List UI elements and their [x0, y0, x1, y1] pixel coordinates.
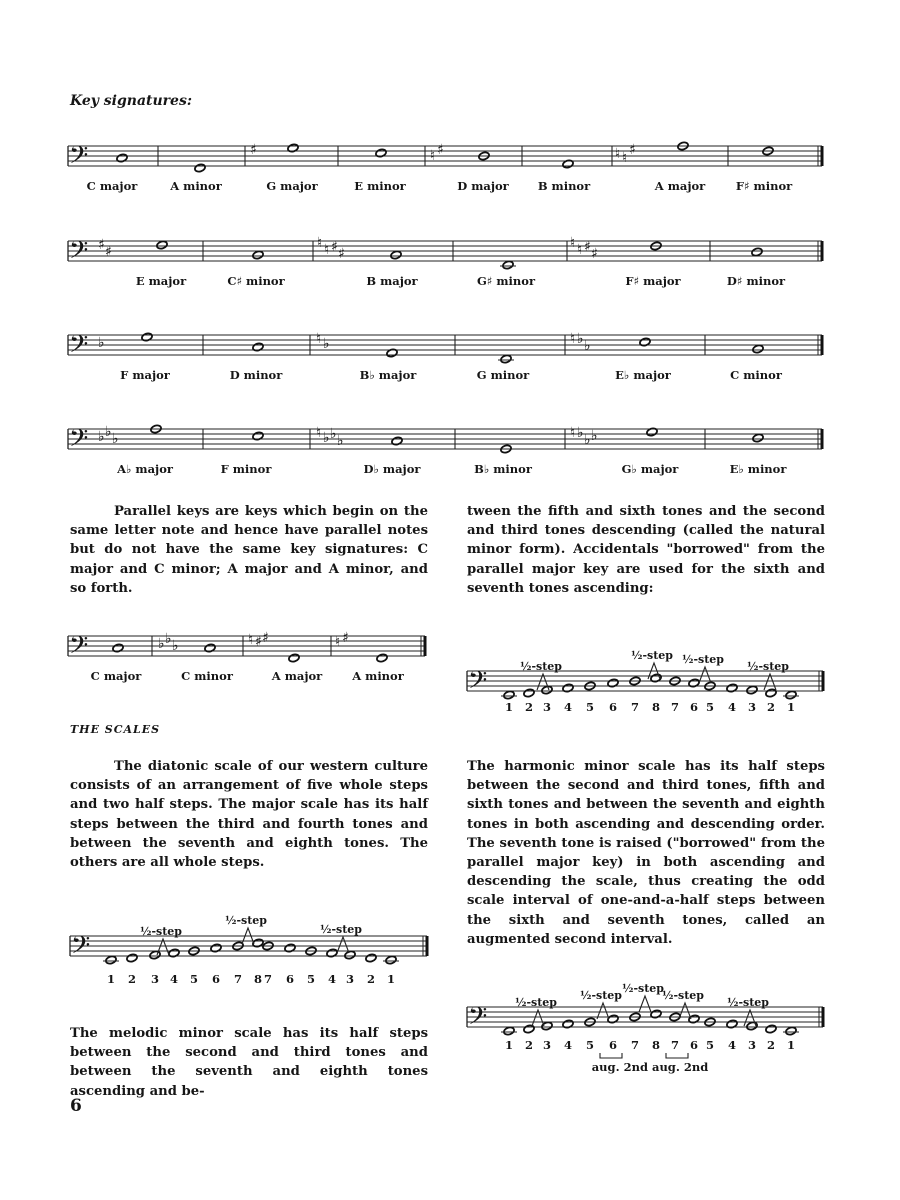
melodic-minor-text-left: The melodic minor scale has its half steps between the second and third tones and between the seventh and eighth tones ascending and be- — [70, 1026, 428, 1099]
whole-note — [344, 950, 356, 960]
half-step-label: ½-step — [139, 925, 183, 938]
flat-icon: ♭ — [591, 428, 598, 444]
natural-icon: ♮ — [570, 425, 576, 441]
whole-note — [365, 953, 377, 963]
whole-note — [503, 1026, 515, 1036]
scale-degree-number: 3 — [345, 972, 355, 986]
scale-degree-number: 1 — [504, 1038, 514, 1052]
scale-degree-number: 6 — [285, 972, 295, 986]
whole-note — [752, 344, 764, 354]
sharp-icon: ♯ — [342, 630, 349, 646]
key-label: C major — [90, 669, 142, 683]
scale-degree-number: 3 — [747, 1038, 757, 1052]
half-step-label: ½-step — [224, 914, 268, 927]
augmented-second-bracket — [600, 1053, 622, 1058]
whole-note — [751, 247, 763, 257]
scale-degree-number: 7 — [630, 700, 640, 714]
bass-clef-icon: 𝄢 — [69, 236, 89, 271]
sharp-icon: ♯ — [262, 630, 269, 646]
scale-degree-number: 8 — [651, 700, 661, 714]
natural-icon: ♮ — [430, 148, 436, 164]
flat-icon: ♭ — [165, 631, 172, 647]
scale-degree-number: 6 — [608, 1038, 618, 1052]
scale-degree-number: 8 — [651, 1038, 661, 1052]
key-label: G♯ minor — [476, 274, 536, 288]
melodic-minor-text-right: tween the fifth and sixth tones and the second and third tones descending (called the natural minor form). Accidentals "borrowed" from the parallel major key are used for the sixth and seventh tones ascending: — [467, 504, 825, 596]
scale-degree-number: 7 — [263, 972, 273, 986]
key-label: E♭ minor — [729, 462, 787, 476]
flat-icon: ♭ — [323, 430, 330, 446]
scale-degree-number: 5 — [705, 1038, 715, 1052]
key-label: C major — [86, 179, 138, 193]
scale-degree-number: 5 — [705, 700, 715, 714]
key-label: A♭ major — [117, 462, 173, 476]
natural-icon: ♮ — [577, 242, 583, 258]
scale-degree-number: 2 — [766, 700, 776, 714]
natural-icon: ♮ — [248, 632, 254, 648]
whole-note — [746, 685, 758, 695]
natural-icon: ♮ — [570, 331, 576, 347]
whole-note — [785, 1026, 797, 1036]
half-step-label: ½-step — [630, 649, 674, 662]
scale-degree-number: 7 — [630, 1038, 640, 1052]
scale-degree-number: 5 — [585, 700, 595, 714]
bass-clef-icon: 𝄢 — [69, 424, 89, 459]
whole-note — [156, 240, 168, 250]
scale-degree-number: 1 — [786, 700, 796, 714]
half-step-label: ½-step — [621, 982, 665, 995]
key-label: E minor — [354, 179, 406, 193]
bass-clef-icon: 𝄢 — [468, 1002, 488, 1037]
parallel-keys-paragraph — [70, 502, 428, 598]
key-label: A major — [271, 669, 323, 683]
major-scale-staff — [70, 914, 427, 986]
key-signatures-heading: Key signatures: — [70, 93, 192, 109]
whole-note — [390, 250, 402, 260]
key-signature-row-1 — [68, 141, 822, 193]
bass-clef-icon: 𝄢 — [69, 631, 89, 666]
sharp-icon: ♯ — [255, 634, 262, 650]
sharp-icon: ♯ — [250, 142, 257, 158]
natural-icon: ♮ — [570, 235, 576, 251]
augmented-second-label: aug. 2nd aug. 2nd — [591, 1060, 709, 1074]
key-signature-row-4 — [68, 424, 822, 476]
whole-note — [746, 1021, 758, 1031]
sharp-icon: ♯ — [331, 239, 338, 255]
key-label: D♯ minor — [726, 274, 786, 288]
scale-degree-number: 2 — [524, 700, 534, 714]
scale-degree-number: 4 — [169, 972, 179, 986]
whole-note — [126, 953, 138, 963]
half-step-label: ½-step — [514, 996, 558, 1009]
scale-degree-number: 2 — [127, 972, 137, 986]
key-label: A minor — [170, 179, 222, 193]
key-label: A major — [654, 179, 706, 193]
key-label: C♯ minor — [227, 274, 285, 288]
scale-degree-number: 4 — [563, 700, 573, 714]
scale-degree-number: 5 — [189, 972, 199, 986]
parallel-keys-text: Parallel keys are keys which begin on the same letter note and hence have parallel notes but do not have the same key signatures: C major and C minor; A major and A minor, and so forth. — [70, 504, 428, 596]
sharp-icon: ♯ — [584, 239, 591, 255]
whole-note — [541, 685, 553, 695]
parallel-keys-staff — [68, 630, 425, 683]
half-step-label: ½-step — [579, 989, 623, 1002]
sharp-icon: ♯ — [98, 237, 105, 253]
whole-note — [765, 688, 777, 698]
whole-note — [752, 433, 764, 443]
scale-degree-number: 7 — [670, 700, 680, 714]
key-signature-row-3 — [68, 330, 822, 382]
whole-note — [252, 250, 264, 260]
natural-icon: ♮ — [615, 146, 621, 162]
sharp-icon: ♯ — [629, 142, 636, 158]
scale-degree-number: 4 — [727, 1038, 737, 1052]
whole-note — [105, 955, 117, 965]
key-label: B♭ major — [359, 368, 417, 382]
half-step-label: ½-step — [661, 989, 705, 1002]
half-step-label: ½-step — [519, 660, 563, 673]
whole-note — [523, 688, 535, 698]
bass-clef-icon: 𝄢 — [71, 931, 91, 966]
whole-note — [502, 260, 514, 270]
natural-icon: ♮ — [316, 425, 322, 441]
flat-icon: ♭ — [172, 638, 179, 654]
scale-degree-number: 6 — [689, 1038, 699, 1052]
scale-degree-number: 2 — [766, 1038, 776, 1052]
flat-icon: ♭ — [337, 433, 344, 449]
scale-degree-number: 3 — [150, 972, 160, 986]
scale-degree-number: 3 — [542, 1038, 552, 1052]
scale-degree-number: 6 — [211, 972, 221, 986]
sharp-icon: ♯ — [105, 244, 112, 260]
whole-note — [385, 955, 397, 965]
half-step-label: ½-step — [726, 996, 770, 1009]
key-signature-row-2 — [68, 235, 822, 288]
sharp-icon: ♯ — [437, 142, 444, 158]
key-label: E♭ major — [615, 368, 671, 382]
flat-icon: ♭ — [330, 426, 337, 442]
scales-text: The diatonic scale of our western culture consists of an arrangement of five whole steps and two half steps. The major scale has its half steps between the third and fourth tones and between the seventh and eighth tones. The others are all whole steps. — [70, 759, 428, 871]
scale-degree-number: 3 — [747, 700, 757, 714]
key-label: C minor — [730, 368, 782, 382]
flat-icon: ♭ — [98, 335, 105, 351]
flat-icon: ♭ — [323, 336, 330, 352]
key-label: F major — [120, 368, 170, 382]
melodic-minor-staff — [467, 649, 823, 714]
scale-degree-number: 2 — [366, 972, 376, 986]
whole-note — [376, 653, 388, 663]
sharp-icon: ♯ — [338, 246, 345, 262]
flat-icon: ♭ — [105, 424, 112, 440]
half-step-marker — [639, 996, 651, 1012]
scale-degree-number: 5 — [306, 972, 316, 986]
harmonic-minor-text: The harmonic minor scale has its half steps between the second and third tones, fifth and sixth tones and between the seventh and eighth tones in both ascending and descending order. The seventh tone is raised ("borrowed" from the parallel major key) in both ascending and descending the scale, thus creating the odd scale interval of one-and-a-half steps between the sixth and seventh tones, called an augmented second interval. — [467, 759, 825, 947]
scale-degree-number: 1 — [386, 972, 396, 986]
scale-degree-number: 6 — [689, 700, 699, 714]
half-step-label: ½-step — [681, 653, 725, 666]
key-label: C minor — [181, 669, 233, 683]
scale-degree-number: 4 — [727, 700, 737, 714]
key-label: E major — [135, 274, 187, 288]
whole-note — [149, 950, 161, 960]
flat-icon: ♭ — [584, 338, 591, 354]
natural-icon: ♮ — [317, 235, 323, 251]
key-label: B♭ minor — [474, 462, 532, 476]
whole-note — [503, 690, 515, 700]
key-label: A minor — [352, 669, 404, 683]
flat-icon: ♭ — [112, 431, 119, 447]
whole-note — [785, 690, 797, 700]
bass-clef-icon: 𝄢 — [69, 330, 89, 365]
flat-icon: ♭ — [577, 425, 584, 441]
key-label: F♯ minor — [735, 179, 793, 193]
scales-heading: THE SCALES — [70, 723, 161, 736]
scales-paragraph — [70, 757, 428, 872]
key-label: D minor — [229, 368, 283, 382]
half-step-label: ½-step — [319, 923, 363, 936]
harmonic-minor-paragraph — [467, 757, 825, 949]
page-number: 6 — [70, 1096, 82, 1116]
scale-degree-number: 3 — [542, 700, 552, 714]
augmented-second-bracket — [666, 1053, 688, 1058]
harmonic-minor-staff — [467, 982, 823, 1074]
flat-icon: ♭ — [577, 331, 584, 347]
flat-icon: ♭ — [98, 429, 105, 445]
natural-icon: ♮ — [622, 150, 628, 166]
melodic-minor-continuation — [467, 502, 825, 598]
scale-degree-number: 1 — [504, 700, 514, 714]
scale-degree-number: 7 — [233, 972, 243, 986]
key-label: G major — [266, 179, 318, 193]
key-label: F minor — [220, 462, 272, 476]
scale-degree-number: 6 — [608, 700, 618, 714]
key-label: G♭ major — [621, 462, 679, 476]
key-label: D♭ major — [363, 462, 421, 476]
scale-degree-number: 2 — [524, 1038, 534, 1052]
key-label: D major — [457, 179, 509, 193]
natural-icon: ♮ — [316, 331, 322, 347]
natural-icon: ♮ — [335, 634, 341, 650]
whole-note — [765, 1024, 777, 1034]
whole-note — [500, 354, 512, 364]
scale-degree-number: 4 — [563, 1038, 573, 1052]
flat-icon: ♭ — [584, 432, 591, 448]
flat-icon: ♭ — [158, 636, 165, 652]
scale-degree-number: 4 — [327, 972, 337, 986]
key-label: B minor — [537, 179, 591, 193]
whole-note — [288, 653, 300, 663]
whole-note — [194, 163, 206, 173]
key-label: F♯ major — [625, 274, 681, 288]
scale-degree-number: 8 — [253, 972, 263, 986]
scale-degree-number: 1 — [106, 972, 116, 986]
half-step-label: ½-step — [746, 660, 790, 673]
key-label: G minor — [476, 368, 530, 382]
key-label: B major — [366, 274, 418, 288]
whole-note — [523, 1024, 535, 1034]
scale-degree-number: 5 — [585, 1038, 595, 1052]
scale-degree-number: 7 — [670, 1038, 680, 1052]
scale-degree-number: 1 — [786, 1038, 796, 1052]
bass-clef-icon: 𝄢 — [468, 666, 488, 701]
melodic-minor-paragraph — [70, 1024, 428, 1101]
natural-icon: ♮ — [324, 242, 330, 258]
sharp-icon: ♯ — [591, 246, 598, 262]
bass-clef-icon: 𝄢 — [69, 141, 89, 176]
